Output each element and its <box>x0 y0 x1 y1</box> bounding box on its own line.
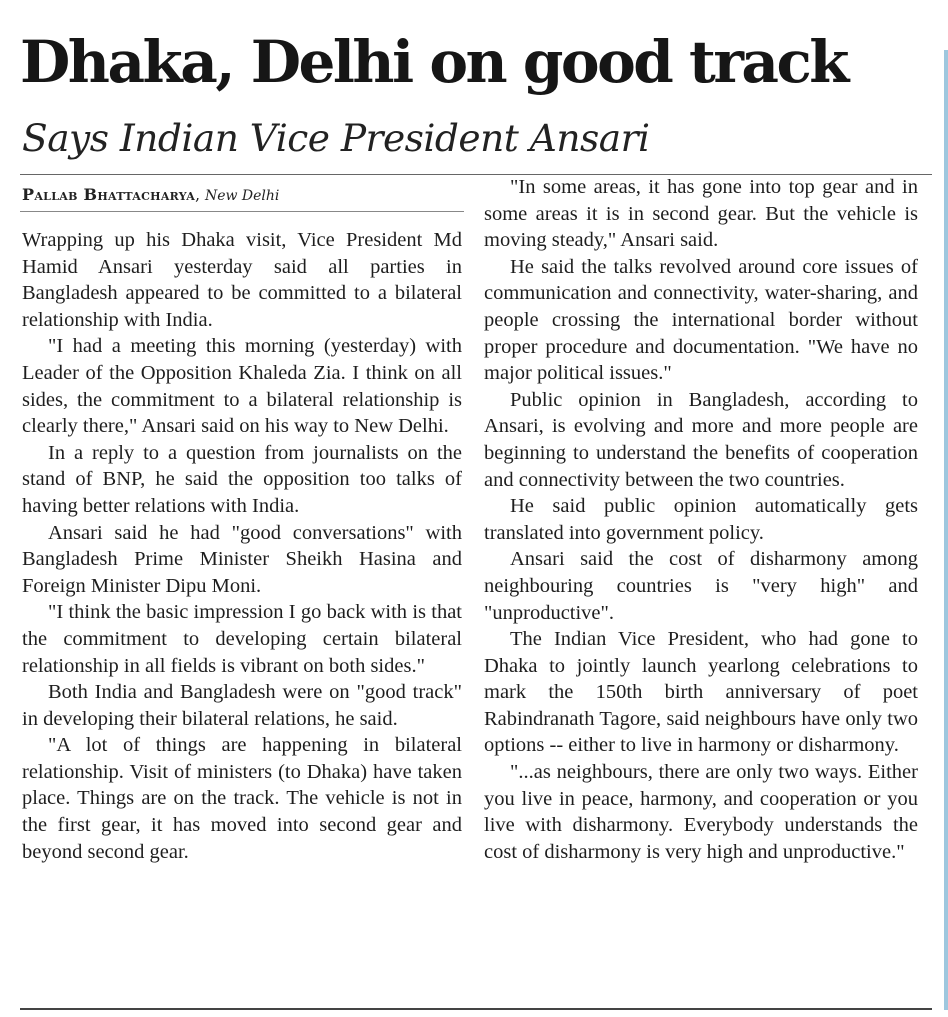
byline-rule <box>20 211 464 212</box>
footer-rule <box>20 1008 932 1010</box>
article-column-right <box>484 174 918 865</box>
paragraph: "I had a meeting this morning (yesterday) with Leader of the Opposition Khaleda Zia. I think on all sides, the commitment to a bilateral relationship is clearly there," Ansari said on his way to New Delhi. <box>22 335 462 438</box>
paragraph: "...as neighbours, there are only two ways. Either you live in peace, harmony, and cooperation or you live with disharmony. Everybody understands the cost of disharmony is very high and unproductive." <box>484 761 918 863</box>
deck-subheadline: Says Indian Vice President Ansari <box>22 116 650 160</box>
byline-comma: , <box>195 186 205 204</box>
byline <box>22 181 462 210</box>
paragraph: Both India and Bangladesh were on "good track" in developing their bilateral relations, he said. <box>22 681 462 730</box>
paragraph: In a reply to a question from journalists on the stand of BNP, he said the opposition too talks of having better relations with India. <box>22 441 462 517</box>
byline-location: New Delhi <box>204 188 280 204</box>
paragraph: Wrapping up his Dhaka visit, Vice President Md Hamid Ansari yesterday said all parties in Bangladesh appeared to be committed to a bilateral relationship with India. <box>22 229 462 331</box>
scan-edge <box>944 50 948 1010</box>
paragraph: "I think the basic impression I go back with is that the commitment to developing certain bilateral relationship in all fields is vibrant on both sides." <box>22 601 462 677</box>
paragraph: "A lot of things are happening in bilateral relationship. Visit of ministers (to Dhaka) have taken place. Things are on the track. The vehicle is not in the first gear, it has moved into second gear and beyond second gear. <box>22 734 462 863</box>
article-column-left <box>22 227 462 865</box>
paragraph: Ansari said the cost of disharmony among neighbouring countries is "very high" and "unproductive". <box>484 548 918 624</box>
paragraph: The Indian Vice President, who had gone to Dhaka to jointly launch yearlong celebrations to mark the 150th birth anniversary of poet Rabindranath Tagore, said neighbours have only two options -- either to live in harmony or disharmony. <box>484 628 918 757</box>
headline: Dhaka, Delhi on good track <box>20 28 847 96</box>
paragraph: Public opinion in Bangladesh, according to Ansari, is evolving and more and more people are beginning to understand the benefits of cooperation and connectivity between the two countries. <box>484 388 918 491</box>
byline-name: Pallab Bhattacharya <box>22 185 196 204</box>
paragraph: He said public opinion automatically gets translated into government policy. <box>484 495 918 544</box>
paragraph: Ansari said he had "good conversations" with Bangladesh Prime Minister Sheikh Hasina and Foreign Minister Dipu Moni. <box>22 521 462 597</box>
paragraph: "In some areas, it has gone into top gear and in some areas it is in second gear. But the vehicle is moving steady," Ansari said. <box>484 176 918 252</box>
paragraph: He said the talks revolved around core issues of communication and connectivity, water-sharing, and people crossing the international border without proper procedure and documentation. "We have no major political issues." <box>484 255 918 385</box>
